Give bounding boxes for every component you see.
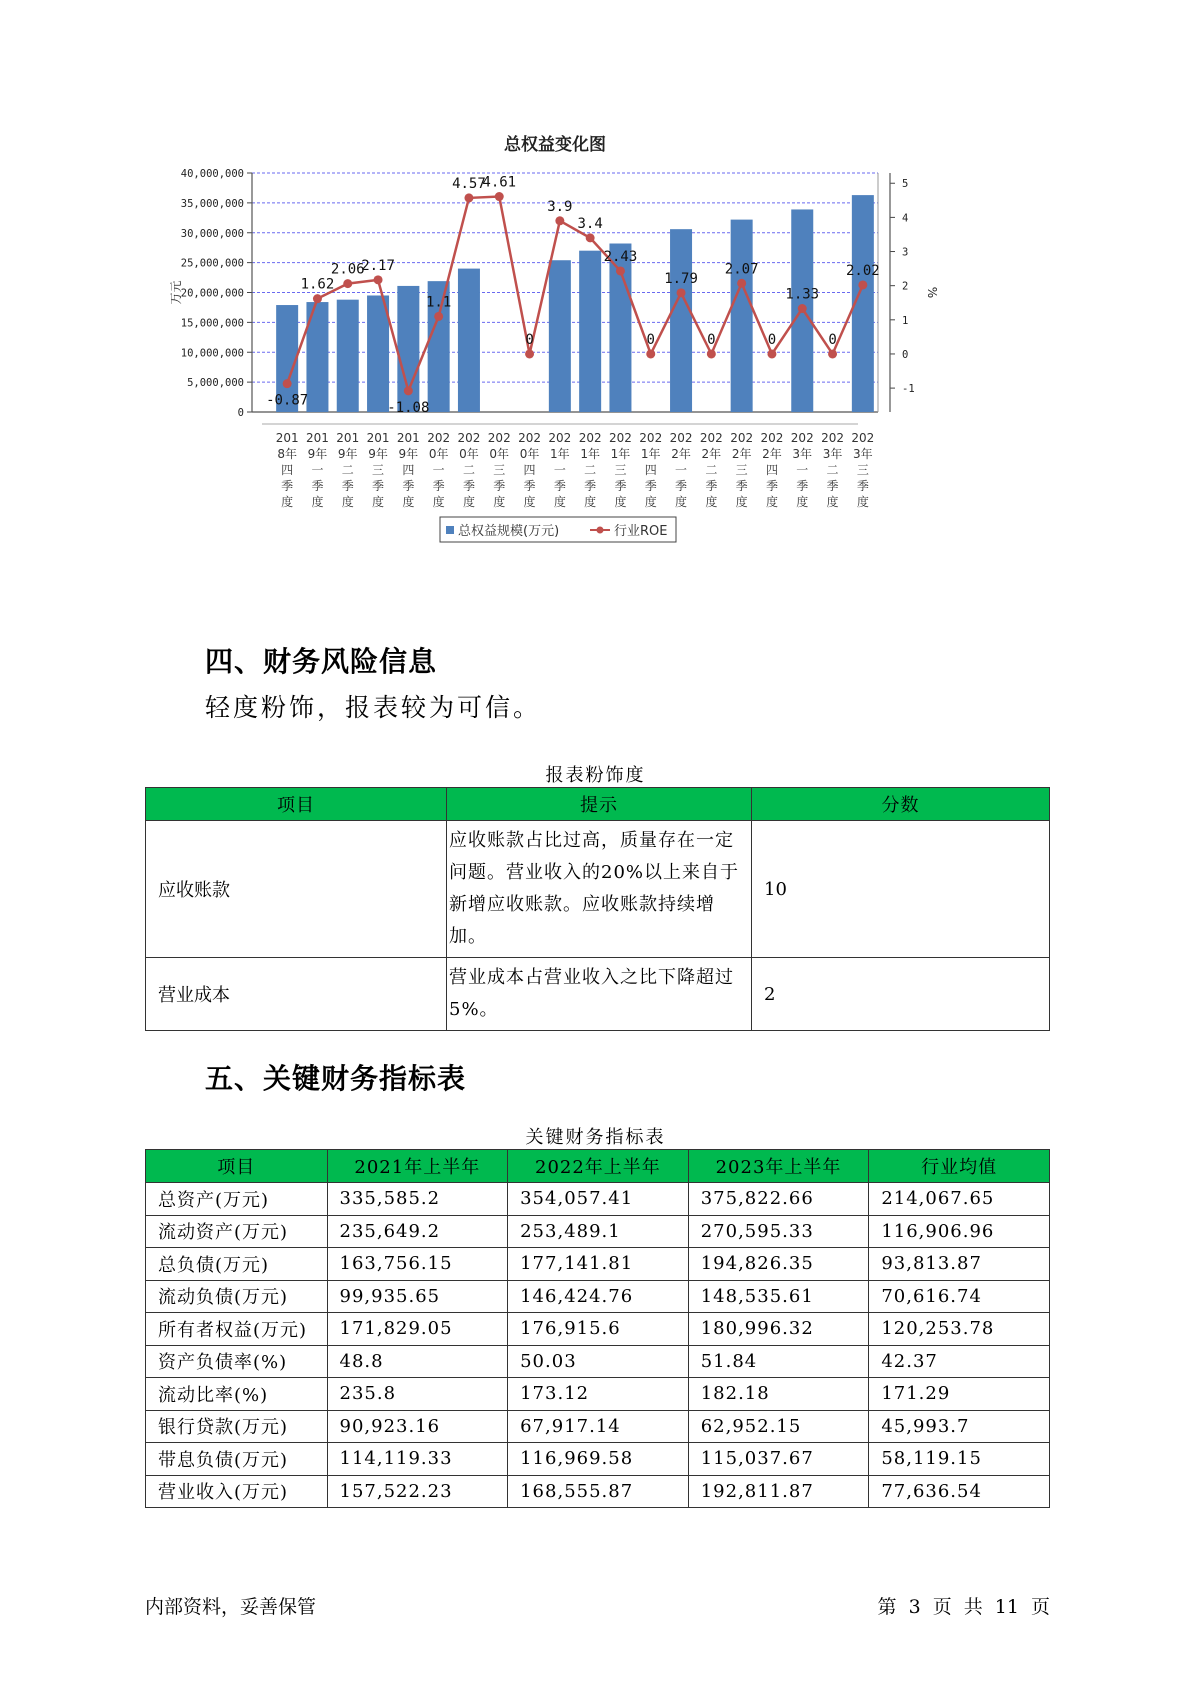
x-tick-label: 度	[432, 495, 445, 509]
x-tick-label: 1年	[580, 447, 600, 461]
risk-item: 营业成本	[146, 958, 447, 1031]
table-row	[146, 958, 1050, 1031]
x-tick-label: 度	[523, 495, 536, 509]
x-tick-label: 三	[856, 463, 869, 477]
roe-data-label: -0.87	[266, 392, 309, 409]
roe-point	[616, 266, 625, 275]
kpi-value-cell: 58,119.15	[869, 1443, 1050, 1476]
x-tick-label: 1年	[640, 447, 661, 461]
roe-point	[707, 349, 716, 358]
x-tick-label: 3年	[822, 447, 843, 461]
x-tick-label: 度	[493, 495, 506, 509]
x-tick-label: 三	[735, 463, 748, 477]
x-tick-label: 201	[336, 431, 360, 445]
x-tick-label: 季	[675, 479, 688, 493]
x-tick-label: 度	[311, 495, 324, 509]
x-tick-label: 度	[402, 495, 415, 509]
x-tick-label: 二	[341, 463, 354, 477]
x-tick-label: 季	[765, 479, 778, 493]
kpi-value-cell: 194,826.35	[688, 1248, 869, 1281]
y-tick-label: 0	[237, 407, 244, 419]
table-row	[146, 1378, 1050, 1411]
roe-data-label: 4.61	[482, 174, 517, 191]
table-row	[146, 1215, 1050, 1248]
legend-bar-swatch	[446, 526, 454, 534]
x-tick-label: 度	[553, 495, 566, 509]
y-tick-label: 35,000,000	[180, 197, 244, 210]
x-tick-label: 202	[669, 431, 693, 445]
x-tick-label: 8年	[277, 447, 297, 461]
roe-data-label: 2.02	[845, 262, 880, 279]
x-tick-label: 二	[705, 463, 718, 477]
roe-point	[283, 379, 292, 388]
kpi-value-cell: 176,915.6	[508, 1313, 689, 1346]
x-tick-label: 季	[584, 479, 597, 493]
x-tick-label: 季	[705, 479, 718, 493]
table-row	[146, 1248, 1050, 1281]
x-tick-label: 度	[765, 495, 778, 509]
roe-data-label: 0	[525, 331, 534, 348]
x-tick-label: 度	[584, 495, 597, 509]
risk-header-score: 分数	[752, 788, 1050, 821]
x-tick-label: 202	[518, 431, 542, 445]
x-tick-label: 2年	[762, 447, 782, 461]
table-row	[146, 1345, 1050, 1378]
x-tick-label: 季	[281, 479, 294, 493]
x-tick-label: 202	[851, 431, 875, 445]
chart-title: 总权益变化图	[504, 135, 606, 155]
x-tick-label: 度	[856, 495, 869, 509]
x-tick-label: 四	[644, 463, 657, 477]
roe-point	[374, 275, 383, 284]
y-tick-label: 15,000,000	[180, 317, 244, 330]
x-tick-label: 2年	[731, 447, 752, 461]
risk-item: 应收账款	[146, 821, 447, 958]
x-tick-label: 季	[826, 479, 839, 493]
y-tick-label: 25,000,000	[180, 257, 244, 270]
kpi-value-cell: 182.18	[688, 1378, 869, 1411]
kpi-value-cell: 90,923.16	[327, 1410, 508, 1443]
roe-data-label: -1.08	[387, 399, 430, 416]
x-tick-label: 季	[735, 479, 748, 493]
x-tick-label: 度	[675, 495, 688, 509]
kpi-value-cell: 93,813.87	[869, 1248, 1050, 1281]
kpi-value-cell: 50.03	[508, 1345, 689, 1378]
kpi-item-cell: 流动负债(万元)	[146, 1280, 328, 1313]
table-row	[146, 1313, 1050, 1346]
kpi-value-cell: 177,141.81	[508, 1248, 689, 1281]
kpi-item-cell: 资产负债率(%)	[146, 1345, 328, 1378]
x-tick-label: 季	[856, 479, 869, 493]
roe-point	[737, 279, 746, 288]
roe-point	[828, 349, 837, 358]
kpi-value-cell: 235,649.2	[327, 1215, 508, 1248]
roe-point	[434, 312, 443, 321]
kpi-value-cell: 171.29	[869, 1378, 1050, 1411]
x-tick-label: 四	[402, 463, 415, 477]
kpi-value-cell: 146,424.76	[508, 1280, 689, 1313]
x-tick-label: 3年	[853, 447, 873, 461]
roe-data-label: 2.07	[724, 261, 759, 278]
legend-bar-label: 总权益规模(万元)	[458, 524, 560, 539]
x-tick-label: 四	[281, 463, 294, 477]
roe-data-label: 0	[828, 331, 837, 348]
equity-bar	[337, 300, 359, 412]
kpi-table	[145, 1149, 1050, 1508]
kpi-value-cell: 253,489.1	[508, 1215, 689, 1248]
risk-header-tip: 提示	[447, 788, 752, 821]
risk-tip: 营业成本占营业收入之比下降超过5%。	[447, 958, 752, 1031]
kpi-value-cell: 375,822.66	[688, 1183, 869, 1216]
x-tick-label: 季	[796, 479, 809, 493]
equity-chart	[169, 135, 952, 595]
x-tick-label: 度	[341, 495, 354, 509]
x-tick-label: 202	[487, 431, 511, 445]
kpi-value-cell: 99,935.65	[327, 1280, 508, 1313]
roe-data-label: 1.33	[785, 286, 820, 303]
roe-point	[404, 386, 413, 395]
roe-data-label: 0	[767, 331, 777, 348]
x-tick-label: 9年	[398, 447, 419, 461]
kpi-value-cell: 48.8	[327, 1345, 508, 1378]
equity-bar	[731, 220, 753, 412]
x-tick-label: 1年	[610, 447, 631, 461]
kpi-value-cell: 67,917.14	[508, 1410, 689, 1443]
x-tick-label: 四	[523, 463, 536, 477]
legend-line-label: 行业ROE	[614, 524, 668, 539]
kpi-table-caption: 关键财务指标表	[525, 1127, 666, 1148]
y2-tick-label: 0	[902, 348, 909, 361]
kpi-value-cell: 120,253.78	[869, 1313, 1050, 1346]
x-tick-label: 度	[796, 495, 809, 509]
x-tick-label: 0年	[428, 447, 449, 461]
x-tick-label: 季	[523, 479, 536, 493]
kpi-value-cell: 77,636.54	[869, 1475, 1050, 1508]
x-tick-label: 202	[608, 431, 632, 445]
footer-page-number: 第 3 页 共 11 页	[877, 1596, 1050, 1618]
risk-tip: 应收账款占比过高，质量存在一定问题。营业收入的20%以上来自于新增应收账款。应收账款持续增加。	[447, 821, 752, 958]
roe-point	[464, 193, 473, 202]
section-5-heading: 五、关键财务指标表	[205, 1062, 467, 1095]
x-tick-label: 季	[462, 479, 475, 493]
roe-point	[586, 233, 595, 242]
x-tick-label: 202	[578, 431, 602, 445]
kpi-header-2021: 2021年上半年	[327, 1150, 508, 1183]
x-tick-label: 202	[639, 431, 663, 445]
x-tick-label: 季	[553, 479, 566, 493]
kpi-item-cell: 银行贷款(万元)	[146, 1410, 328, 1443]
table-row	[146, 1280, 1050, 1313]
y2-tick-label: -1	[902, 383, 915, 396]
section-4-heading: 四、财务风险信息	[205, 645, 438, 678]
x-tick-label: 二	[584, 463, 597, 477]
x-tick-label: 2年	[701, 447, 722, 461]
roe-data-label: 1.79	[664, 270, 698, 287]
roe-point	[525, 349, 534, 358]
x-tick-label: 度	[281, 495, 294, 509]
kpi-header-item: 项目	[146, 1150, 328, 1183]
roe-data-label: 2.43	[603, 248, 638, 265]
x-tick-label: 季	[493, 479, 506, 493]
kpi-value-cell: 163,756.15	[327, 1248, 508, 1281]
x-tick-label: 201	[396, 431, 420, 445]
roe-point	[313, 294, 322, 303]
x-tick-label: 季	[372, 479, 385, 493]
x-tick-label: 季	[311, 479, 324, 493]
x-tick-label: 9年	[307, 447, 328, 461]
kpi-header-2023: 2023年上半年	[688, 1150, 869, 1183]
x-tick-label: 三	[614, 463, 627, 477]
x-tick-label: 度	[826, 495, 839, 509]
kpi-value-cell: 116,969.58	[508, 1443, 689, 1476]
x-tick-label: 202	[821, 431, 845, 445]
y2-tick-label: 3	[902, 246, 909, 259]
equity-bar	[549, 260, 571, 412]
kpi-value-cell: 115,037.67	[688, 1443, 869, 1476]
y2-axis-label: %	[925, 286, 939, 299]
kpi-value-cell: 354,057.41	[508, 1183, 689, 1216]
roe-data-label: 1.1	[426, 294, 452, 311]
kpi-value-cell: 114,119.33	[327, 1443, 508, 1476]
x-tick-label: 度	[614, 495, 627, 509]
risk-summary-paragraph: 轻度粉饰，报表较为可信。	[205, 693, 542, 722]
x-tick-label: 季	[402, 479, 415, 493]
x-tick-label: 一	[432, 463, 445, 477]
y2-tick-label: 5	[902, 178, 909, 191]
roe-data-label: 2.17	[361, 257, 395, 274]
kpi-value-cell: 45,993.7	[869, 1410, 1050, 1443]
x-tick-label: 一	[675, 463, 688, 477]
x-tick-label: 202	[699, 431, 723, 445]
x-tick-label: 202	[427, 431, 451, 445]
kpi-header-industry: 行业均值	[869, 1150, 1050, 1183]
roe-point	[555, 216, 564, 225]
roe-point	[646, 349, 655, 358]
table-row	[146, 1443, 1050, 1476]
y-tick-label: 40,000,000	[180, 168, 244, 180]
x-tick-label: 202	[760, 431, 784, 445]
y-tick-label: 20,000,000	[180, 287, 244, 300]
equity-bar	[458, 269, 480, 412]
kpi-value-cell: 51.84	[688, 1345, 869, 1378]
table-row	[146, 1183, 1050, 1216]
table-row	[146, 821, 1050, 958]
x-tick-label: 四	[765, 463, 778, 477]
roe-point	[798, 304, 807, 313]
x-tick-label: 度	[735, 495, 748, 509]
kpi-item-cell: 所有者权益(万元)	[146, 1313, 328, 1346]
x-tick-label: 度	[705, 495, 718, 509]
kpi-value-cell: 180,996.32	[688, 1313, 869, 1346]
kpi-value-cell: 173.12	[508, 1378, 689, 1411]
y-tick-label: 30,000,000	[180, 227, 244, 240]
roe-point	[495, 192, 504, 201]
y2-tick-label: 4	[902, 212, 909, 225]
risk-table	[145, 787, 1050, 1031]
legend-line-marker	[597, 527, 604, 534]
x-tick-label: 二	[462, 463, 475, 477]
x-tick-label: 9年	[368, 447, 388, 461]
table-row	[146, 1410, 1050, 1443]
roe-data-label: 2.06	[330, 261, 365, 278]
risk-header-item: 项目	[146, 788, 447, 821]
kpi-item-cell: 总负债(万元)	[146, 1248, 328, 1281]
x-tick-label: 度	[462, 495, 475, 509]
risk-table-caption: 报表粉饰度	[545, 765, 646, 786]
roe-point	[858, 280, 867, 289]
kpi-item-cell: 带息负债(万元)	[146, 1443, 328, 1476]
x-tick-label: 季	[341, 479, 354, 493]
x-tick-label: 1年	[550, 447, 570, 461]
x-tick-label: 度	[644, 495, 657, 509]
y-tick-label: 10,000,000	[180, 347, 244, 360]
x-tick-label: 季	[614, 479, 627, 493]
equity-bar	[367, 295, 389, 412]
roe-data-label: 0	[707, 331, 716, 348]
kpi-value-cell: 192,811.87	[688, 1475, 869, 1508]
kpi-value-cell: 214,067.65	[869, 1183, 1050, 1216]
x-tick-label: 季	[644, 479, 657, 493]
table-row	[146, 1475, 1050, 1508]
x-tick-label: 0年	[489, 447, 510, 461]
y-tick-label: 5,000,000	[187, 377, 244, 390]
x-tick-label: 2年	[671, 447, 691, 461]
x-tick-label: 一	[311, 463, 324, 477]
roe-data-label: 4.57	[452, 175, 486, 192]
kpi-item-cell: 总资产(万元)	[146, 1183, 328, 1216]
kpi-item-cell: 流动资产(万元)	[146, 1215, 328, 1248]
footer-confidential-note: 内部资料，妥善保管	[145, 1596, 317, 1618]
x-tick-label: 二	[826, 463, 839, 477]
x-tick-label: 0年	[519, 447, 540, 461]
kpi-value-cell: 42.37	[869, 1345, 1050, 1378]
roe-data-label: 0	[646, 331, 655, 348]
roe-data-label: 1.62	[300, 276, 335, 293]
equity-bar	[670, 229, 692, 412]
risk-table-header	[146, 788, 1050, 821]
x-tick-label: 度	[372, 495, 385, 509]
x-tick-label: 3年	[792, 447, 813, 461]
kpi-item-cell: 营业收入(万元)	[146, 1475, 328, 1508]
kpi-value-cell: 70,616.74	[869, 1280, 1050, 1313]
roe-data-label: 3.4	[577, 215, 603, 232]
risk-score: 10	[752, 821, 1050, 958]
x-tick-label: 202	[730, 431, 754, 445]
y2-tick-label: 2	[902, 280, 909, 293]
x-tick-label: 三	[493, 463, 506, 477]
equity-bar	[579, 251, 601, 412]
roe-point	[677, 288, 686, 297]
kpi-value-cell: 157,522.23	[327, 1475, 508, 1508]
x-tick-label: 9年	[337, 447, 358, 461]
kpi-value-cell: 171,829.05	[327, 1313, 508, 1346]
x-tick-label: 一	[796, 463, 809, 477]
x-tick-label: 201	[305, 431, 329, 445]
kpi-value-cell: 168,555.87	[508, 1475, 689, 1508]
x-tick-label: 三	[372, 463, 385, 477]
kpi-value-cell: 235.8	[327, 1378, 508, 1411]
kpi-value-cell: 335,585.2	[327, 1183, 508, 1216]
x-tick-label: 202	[790, 431, 814, 445]
risk-score: 2	[752, 958, 1050, 1031]
y2-tick-label: 1	[902, 314, 909, 327]
kpi-value-cell: 116,906.96	[869, 1215, 1050, 1248]
y-axis-label: 万元	[169, 280, 183, 305]
x-tick-label: 0年	[459, 447, 479, 461]
kpi-table-header	[146, 1150, 1050, 1183]
x-tick-label: 季	[432, 479, 445, 493]
kpi-value-cell: 62,952.15	[688, 1410, 869, 1443]
kpi-value-cell: 270,595.33	[688, 1215, 869, 1248]
kpi-header-2022: 2022年上半年	[508, 1150, 689, 1183]
x-tick-label: 201	[275, 431, 299, 445]
kpi-value-cell: 148,535.61	[688, 1280, 869, 1313]
x-tick-label: 201	[366, 431, 390, 445]
x-tick-label: 一	[553, 463, 566, 477]
roe-data-label: 3.9	[547, 198, 573, 215]
x-tick-label: 202	[457, 431, 481, 445]
roe-point	[767, 349, 776, 358]
roe-point	[343, 279, 352, 288]
x-tick-label: 202	[548, 431, 572, 445]
kpi-item-cell: 流动比率(%)	[146, 1378, 328, 1411]
